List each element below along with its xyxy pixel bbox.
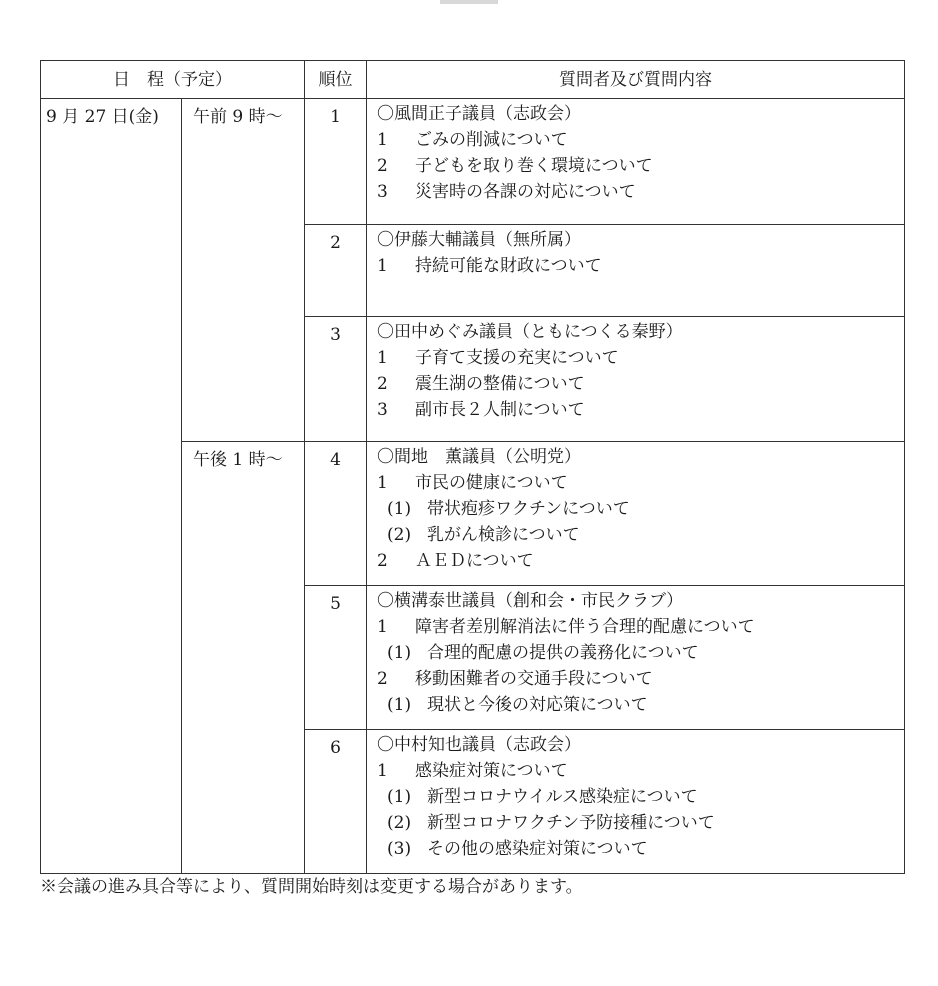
rank-cell: 3	[305, 317, 367, 442]
question-text: 副市長２人制について	[415, 400, 585, 420]
sub-question-item	[377, 496, 904, 522]
question-item	[377, 397, 904, 423]
rank-cell: 5	[305, 586, 367, 730]
question-text: 障害者差別解消法に伴う合理的配慮について	[415, 617, 755, 637]
question-item	[377, 666, 904, 692]
sub-question-item	[377, 522, 904, 548]
sub-question-number: (1)	[387, 695, 412, 715]
page-header-mark	[440, 0, 498, 4]
question-text: 現状と今後の対応策について	[427, 695, 648, 715]
question-item	[377, 758, 904, 784]
question-number: 1	[377, 761, 388, 781]
questioner-content	[367, 730, 905, 874]
question-item	[377, 345, 904, 371]
header-rank: 順位	[305, 61, 367, 99]
question-text: 持続可能な財政について	[415, 256, 602, 276]
question-item	[377, 253, 904, 279]
question-number: 1	[377, 617, 388, 637]
question-text: 移動困難者の交通手段について	[415, 669, 653, 689]
rank-cell: 6	[305, 730, 367, 874]
header-schedule: 日 程（予定）	[41, 61, 305, 99]
question-text: 災害時の各課の対応について	[415, 182, 636, 202]
question-number: 2	[377, 374, 388, 394]
sub-question-item	[377, 640, 904, 666]
questioner-name: 〇間地 薫議員（公明党）	[377, 447, 581, 467]
questioner-content	[367, 317, 905, 442]
question-item	[377, 127, 904, 153]
questioner-content	[367, 225, 905, 317]
question-item	[377, 153, 904, 179]
sub-question-item	[377, 784, 904, 810]
question-text: 新型コロナウイルス感染症について	[427, 787, 698, 807]
sub-question-item	[377, 692, 904, 718]
sub-question-number: (1)	[387, 643, 412, 663]
rank-cell: 4	[305, 442, 367, 586]
sub-question-number: (1)	[387, 787, 412, 807]
header-content: 質問者及び質問内容	[367, 61, 905, 99]
question-text: 子どもを取り巻く環境について	[415, 156, 653, 176]
question-text: 合理的配慮の提供の義務化について	[427, 643, 699, 663]
questioner-name: 〇中村知也議員（志政会）	[377, 735, 581, 755]
question-text: ＡＥＤについて	[415, 551, 534, 571]
question-number: 1	[377, 473, 388, 493]
question-text: 感染症対策について	[415, 761, 568, 781]
question-text: 市民の健康について	[415, 473, 568, 493]
question-schedule-table	[40, 60, 905, 874]
question-number: 1	[377, 256, 388, 276]
sub-question-number: (1)	[387, 499, 412, 519]
question-text: 子育て支援の充実について	[415, 348, 619, 368]
sub-question-number: (2)	[387, 813, 412, 833]
time-slot-afternoon: 午後 1 時～	[182, 442, 305, 874]
sub-question-item	[377, 836, 904, 862]
questioner-name: 〇伊藤大輔議員（無所属）	[377, 230, 581, 250]
question-text: 帯状疱疹ワクチンについて	[427, 499, 630, 519]
question-number: 2	[377, 551, 388, 571]
table-header-row	[41, 61, 905, 99]
time-slot-morning: 午前 9 時～	[182, 99, 305, 442]
question-text: 震生湖の整備について	[415, 374, 585, 394]
question-text: 乳がん検診について	[427, 525, 580, 545]
questioner-content	[367, 442, 905, 586]
question-text: ごみの削減について	[415, 130, 568, 150]
rank-cell: 1	[305, 99, 367, 225]
question-item	[377, 179, 904, 205]
question-number: 1	[377, 130, 388, 150]
questioner-name: 〇風間正子議員（志政会）	[377, 104, 581, 124]
question-text: 新型コロナワクチン予防接種について	[427, 813, 715, 833]
date-cell: 9 月 27 日(金)	[41, 99, 182, 874]
question-text: その他の感染症対策について	[427, 839, 648, 859]
rank-cell: 2	[305, 225, 367, 317]
question-item	[377, 614, 904, 640]
question-item	[377, 548, 904, 574]
question-number: 3	[377, 182, 388, 202]
question-number: 2	[377, 156, 388, 176]
table-row	[41, 99, 905, 225]
questioner-content	[367, 586, 905, 730]
question-number: 3	[377, 400, 388, 420]
sub-question-number: (3)	[387, 839, 412, 859]
question-item	[377, 371, 904, 397]
questioner-name: 〇田中めぐみ議員（ともにつくる秦野）	[377, 322, 683, 342]
question-number: 2	[377, 669, 388, 689]
sub-question-item	[377, 810, 904, 836]
questioner-name: 〇横溝泰世議員（創和会・市民クラブ）	[377, 591, 684, 611]
questioner-content	[367, 99, 905, 225]
footnote: ※会議の進み具合等により、質問開始時刻は変更する場合があります。	[40, 877, 583, 897]
sub-question-number: (2)	[387, 525, 412, 545]
question-item	[377, 470, 904, 496]
question-number: 1	[377, 348, 388, 368]
